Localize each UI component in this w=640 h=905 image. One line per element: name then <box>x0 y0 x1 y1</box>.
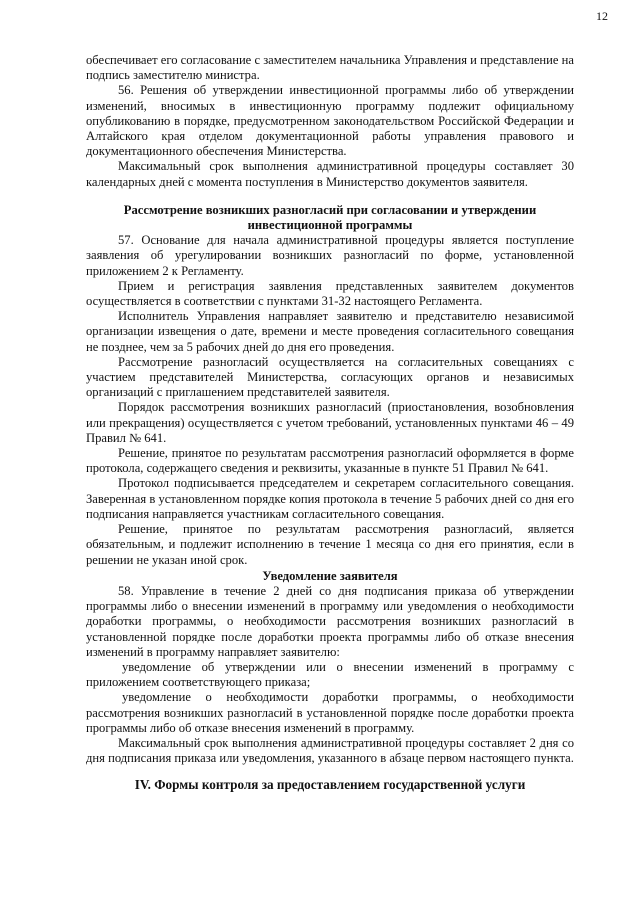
paragraph-58: 58. Управление в течение 2 дней со дня подписания приказа об утверждении программы либо о внесении изменений в программу или уведомления о необходимости доработки программы, о необходимости рассмотрения возникших разногласий в установленной порядке после доработки проекта программы либо об отказе внесения изменений в программу направляет заявителю: <box>86 583 574 659</box>
section-heading-disagreements: Рассмотрение возникших разногласий при согласовании и утверждении инвестиционной программы <box>123 202 537 233</box>
paragraph: Протокол подписывается председателем и секретарем согласительного совещания. Заверенная в установленном порядке копия протокола в течение 5 рабочих дней со дня его подписания направляется участникам согласительного совещания. <box>86 476 574 521</box>
paragraph: Исполнитель Управления направляет заявителю и представителю независимой организации извещения о дате, времени и месте проведения согласительного совещания не позднее, чем за 5 рабочих дней до дня его проведения. <box>86 309 574 354</box>
list-item: уведомление о необходимости доработки программы, о необходимости рассмотрения возникших разногласий в установленной порядке после доработки проекта программы либо об отказе внесения изменений в программу. <box>86 690 574 735</box>
paragraph-57: 57. Основание для начала административной процедуры является поступление заявления об урегулировании возникших разногласий по форме, установленной приложением 2 к Регламенту. <box>86 233 574 278</box>
section-heading-notification: Уведомление заявителя <box>262 568 398 583</box>
page-number: 12 <box>596 9 608 23</box>
document-body <box>86 53 574 793</box>
paragraph: Максимальный срок выполнения административной процедуры составляет 2 дня со дня подписания приказа или уведомления, указанного в абзаце первом настоящего пункта. <box>86 735 574 766</box>
chapter-heading: IV. Формы контроля за предоставлением государственной услуги <box>134 777 526 793</box>
paragraph-56: 56. Решения об утверждении инвестиционной программы либо об утверждении изменений, вносимых в инвестиционную программу подлежит официальному опубликованию в порядке, предусмотренном законодательством Российской Федерации и Алтайского края отделом документационной работы управления правового и документационного обеспечения Министерства. <box>86 83 574 159</box>
paragraph: Решение, принятое по результатам рассмотрения разногласий, является обязательным, и подлежит исполнению в течение 1 месяца со дня его принятия, если в решении не указан иной срок. <box>86 522 574 567</box>
paragraph: Прием и регистрация заявления представленных заявителем документов осуществляется в соответствии с пунктами 31-32 настоящего Регламента. <box>86 278 574 309</box>
paragraph: Рассмотрение разногласий осуществляется на согласительных совещаниях с участием представителей Министерства, согласующих органов и независимых организаций с приглашением представителей заявителя. <box>86 354 574 400</box>
paragraph: Решение, принятое по результатам рассмотрения разногласий оформляется в форме протокола, содержащего сведения и реквизиты, указанные в пункте 51 Правил № 641. <box>86 446 574 476</box>
list-item: уведомление об утверждении или о внесении изменений в программу с приложением соответствующего приказа; <box>86 659 574 690</box>
paragraph: Порядок рассмотрения возникших разногласий (приостановления, возобновления или прекращения) осуществляется с учетом требований, установленных пунктами 46 – 49 Правил № 641. <box>86 400 574 445</box>
paragraph: обеспечивает его согласование с заместителем начальника Управления и представление на подпись заместителю министра. <box>86 53 574 83</box>
paragraph: Максимальный срок выполнения административной процедуры составляет 30 календарных дней с момента поступления в Министерство документов заявителя. <box>86 159 574 189</box>
